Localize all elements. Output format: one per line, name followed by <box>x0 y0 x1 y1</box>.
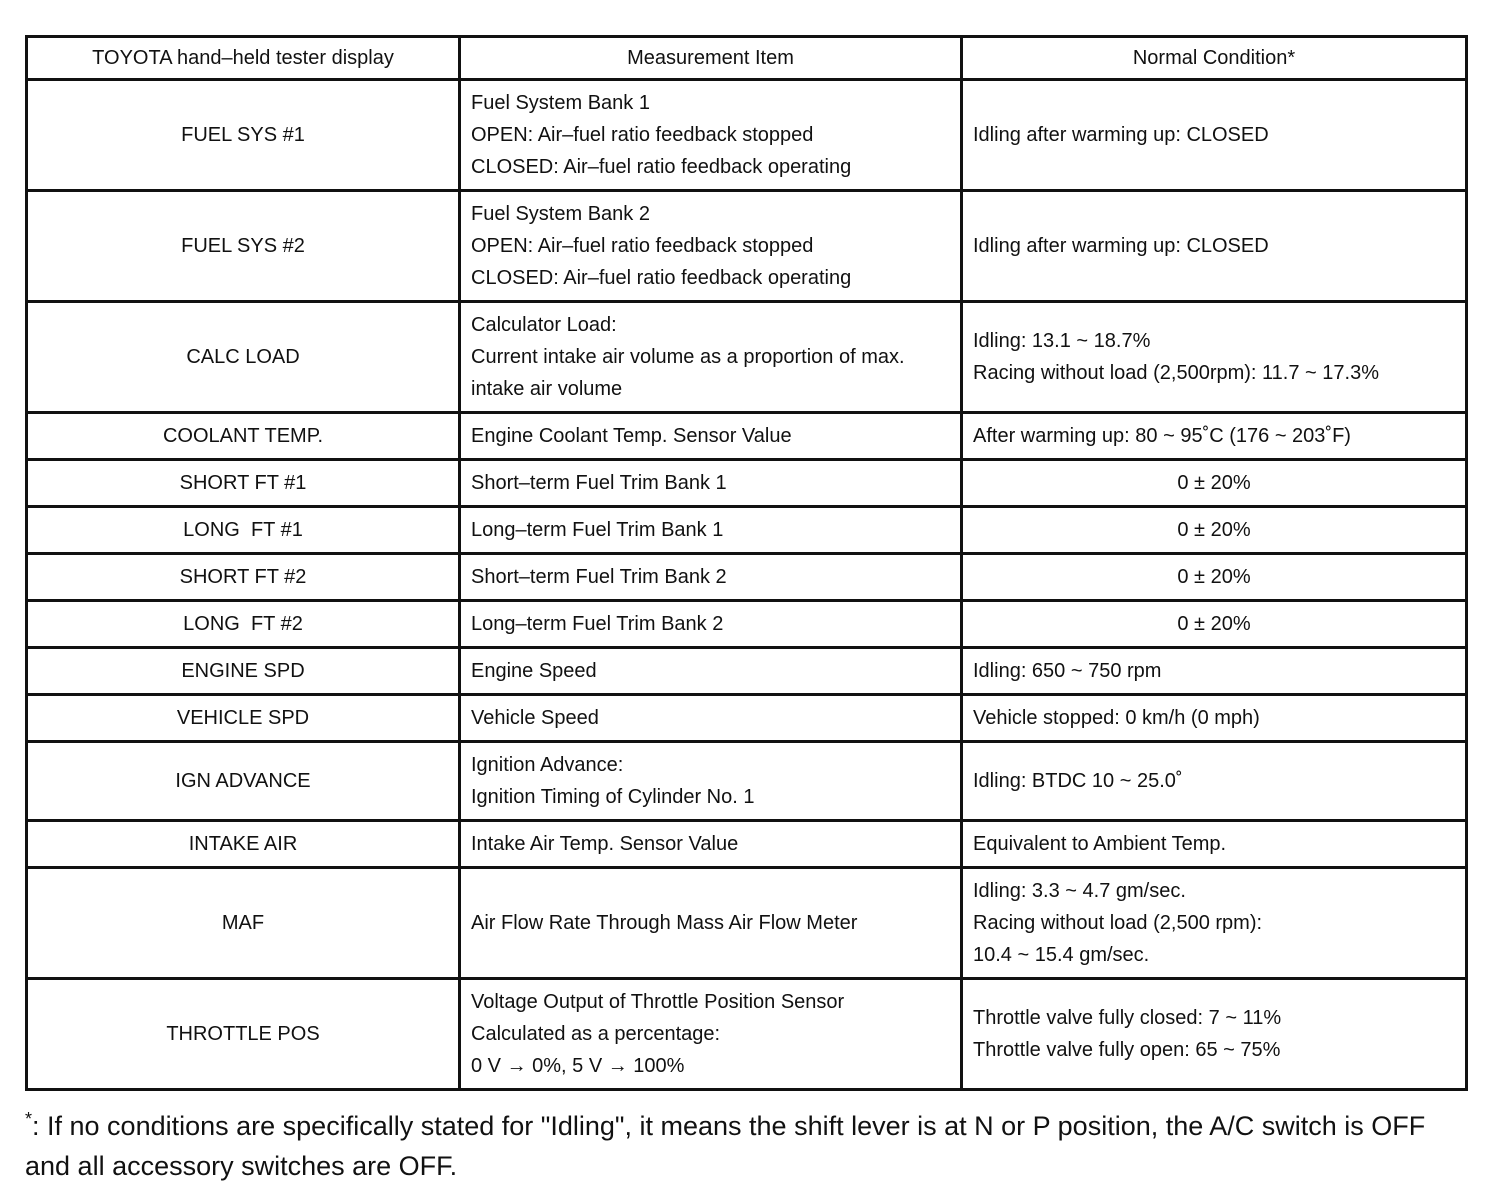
measurement-line: Engine Speed <box>471 660 597 682</box>
table-header-row <box>27 37 1467 80</box>
cell-normal-condition <box>962 554 1467 601</box>
cell-normal-condition <box>962 507 1467 554</box>
cell-measurement-item <box>460 554 962 601</box>
header-normal-condition: Normal Condition* <box>962 37 1467 80</box>
cell-normal-condition <box>962 868 1467 979</box>
measurement-line: 0 V → 0%, 5 V → 100% <box>471 1055 685 1077</box>
cell-tester-display: LONG FT #2 <box>27 601 460 648</box>
table-row <box>27 695 1467 742</box>
cell-measurement-item <box>460 868 962 979</box>
cell-normal-condition <box>962 742 1467 821</box>
header-measurement-item: Measurement Item <box>460 37 962 80</box>
measurement-line: intake air volume <box>471 378 623 400</box>
cell-tester-display: INTAKE AIR <box>27 821 460 868</box>
measurement-line: Intake Air Temp. Sensor Value <box>471 833 739 855</box>
cell-normal-condition <box>962 460 1467 507</box>
measurement-line: CLOSED: Air–fuel ratio feedback operating <box>471 156 852 178</box>
measurement-line: Fuel System Bank 2 <box>471 203 650 225</box>
cell-measurement-item <box>460 460 962 507</box>
condition-line: 0 ± 20% <box>1177 519 1251 541</box>
measurement-line: Short–term Fuel Trim Bank 2 <box>471 566 727 588</box>
cell-tester-display: FUEL SYS #2 <box>27 191 460 302</box>
condition-line: 10.4 ~ 15.4 gm/sec. <box>973 944 1150 966</box>
measurement-line: CLOSED: Air–fuel ratio feedback operating <box>471 267 852 289</box>
measurement-line: Ignition Advance: <box>471 754 624 776</box>
cell-measurement-item <box>460 821 962 868</box>
cell-normal-condition <box>962 648 1467 695</box>
condition-line: Equivalent to Ambient Temp. <box>973 833 1227 855</box>
table-row <box>27 507 1467 554</box>
measurement-line: Air Flow Rate Through Mass Air Flow Meter <box>471 912 858 934</box>
cell-normal-condition <box>962 302 1467 413</box>
condition-line: Throttle valve fully open: 65 ~ 75% <box>973 1039 1281 1061</box>
table-row <box>27 648 1467 695</box>
table-row <box>27 302 1467 413</box>
cell-normal-condition <box>962 80 1467 191</box>
table-row <box>27 868 1467 979</box>
measurement-line: Long–term Fuel Trim Bank 2 <box>471 613 724 635</box>
cell-measurement-item <box>460 507 962 554</box>
cell-tester-display: LONG FT #1 <box>27 507 460 554</box>
condition-line: Idling after warming up: CLOSED <box>973 235 1269 257</box>
cell-tester-display: FUEL SYS #1 <box>27 80 460 191</box>
measurement-line: Calculated as a percentage: <box>471 1023 721 1045</box>
cell-measurement-item <box>460 191 962 302</box>
cell-tester-display: MAF <box>27 868 460 979</box>
cell-measurement-item <box>460 80 962 191</box>
condition-line: Racing without load (2,500 rpm): <box>973 912 1263 934</box>
measurement-line: Ignition Timing of Cylinder No. 1 <box>471 786 755 808</box>
footnote-text: : If no conditions are specifically stated for "Idling", it means the shift lever is at N or P position, the A/C switch is OFF and all accessory switches are OFF. <box>25 1111 1426 1181</box>
cell-measurement-item <box>460 695 962 742</box>
table-row <box>27 191 1467 302</box>
measurement-line: Current intake air volume as a proportion of max. <box>471 346 905 368</box>
table-row <box>27 554 1467 601</box>
condition-line: Idling: 13.1 ~ 18.7% <box>973 330 1151 352</box>
condition-line: Idling: 650 ~ 750 rpm <box>973 660 1162 682</box>
condition-line: After warming up: 80 ~ 95˚C (176 ~ 203˚F) <box>973 425 1351 447</box>
measurement-line: OPEN: Air–fuel ratio feedback stopped <box>471 124 814 146</box>
table-row <box>27 601 1467 648</box>
cell-tester-display: SHORT FT #2 <box>27 554 460 601</box>
table-row <box>27 821 1467 868</box>
measurement-line: Fuel System Bank 1 <box>471 92 650 114</box>
cell-measurement-item <box>460 742 962 821</box>
table-row <box>27 413 1467 460</box>
measurement-line: Calculator Load: <box>471 314 617 336</box>
condition-line: 0 ± 20% <box>1177 613 1251 635</box>
cell-tester-display: IGN ADVANCE <box>27 742 460 821</box>
table-row <box>27 979 1467 1090</box>
document-page <box>25 35 1465 1186</box>
cell-tester-display: VEHICLE SPD <box>27 695 460 742</box>
condition-line: Throttle valve fully closed: 7 ~ 11% <box>973 1007 1282 1029</box>
measurement-line: Voltage Output of Throttle Position Sensor <box>471 991 845 1013</box>
footnote <box>25 1099 1465 1186</box>
condition-line: 0 ± 20% <box>1177 472 1251 494</box>
cell-normal-condition <box>962 821 1467 868</box>
cell-tester-display: THROTTLE POS <box>27 979 460 1090</box>
cell-measurement-item <box>460 648 962 695</box>
cell-measurement-item <box>460 302 962 413</box>
table-row <box>27 742 1467 821</box>
data-list-table <box>25 35 1468 1091</box>
condition-line: Idling: BTDC 10 ~ 25.0˚ <box>973 770 1183 792</box>
condition-line: Vehicle stopped: 0 km/h (0 mph) <box>973 707 1260 729</box>
measurement-line: Engine Coolant Temp. Sensor Value <box>471 425 792 447</box>
cell-normal-condition <box>962 979 1467 1090</box>
condition-line: Idling after warming up: CLOSED <box>973 124 1269 146</box>
cell-tester-display: COOLANT TEMP. <box>27 413 460 460</box>
cell-tester-display: CALC LOAD <box>27 302 460 413</box>
condition-line: 0 ± 20% <box>1177 566 1251 588</box>
condition-line: Idling: 3.3 ~ 4.7 gm/sec. <box>973 880 1186 902</box>
table-body <box>27 80 1467 1090</box>
cell-measurement-item <box>460 413 962 460</box>
table-row <box>27 460 1467 507</box>
cell-measurement-item <box>460 979 962 1090</box>
measurement-line: Long–term Fuel Trim Bank 1 <box>471 519 724 541</box>
cell-normal-condition <box>962 601 1467 648</box>
measurement-line: Vehicle Speed <box>471 707 599 729</box>
measurement-line: OPEN: Air–fuel ratio feedback stopped <box>471 235 814 257</box>
header-tester-display: TOYOTA hand–held tester display <box>27 37 460 80</box>
cell-normal-condition <box>962 191 1467 302</box>
condition-line: Racing without load (2,500rpm): 11.7 ~ 17.3% <box>973 362 1379 384</box>
footnote-marker: * <box>25 1109 33 1129</box>
cell-measurement-item <box>460 601 962 648</box>
table-row <box>27 80 1467 191</box>
cell-tester-display: ENGINE SPD <box>27 648 460 695</box>
cell-normal-condition <box>962 413 1467 460</box>
cell-tester-display: SHORT FT #1 <box>27 460 460 507</box>
measurement-line: Short–term Fuel Trim Bank 1 <box>471 472 727 494</box>
cell-normal-condition <box>962 695 1467 742</box>
